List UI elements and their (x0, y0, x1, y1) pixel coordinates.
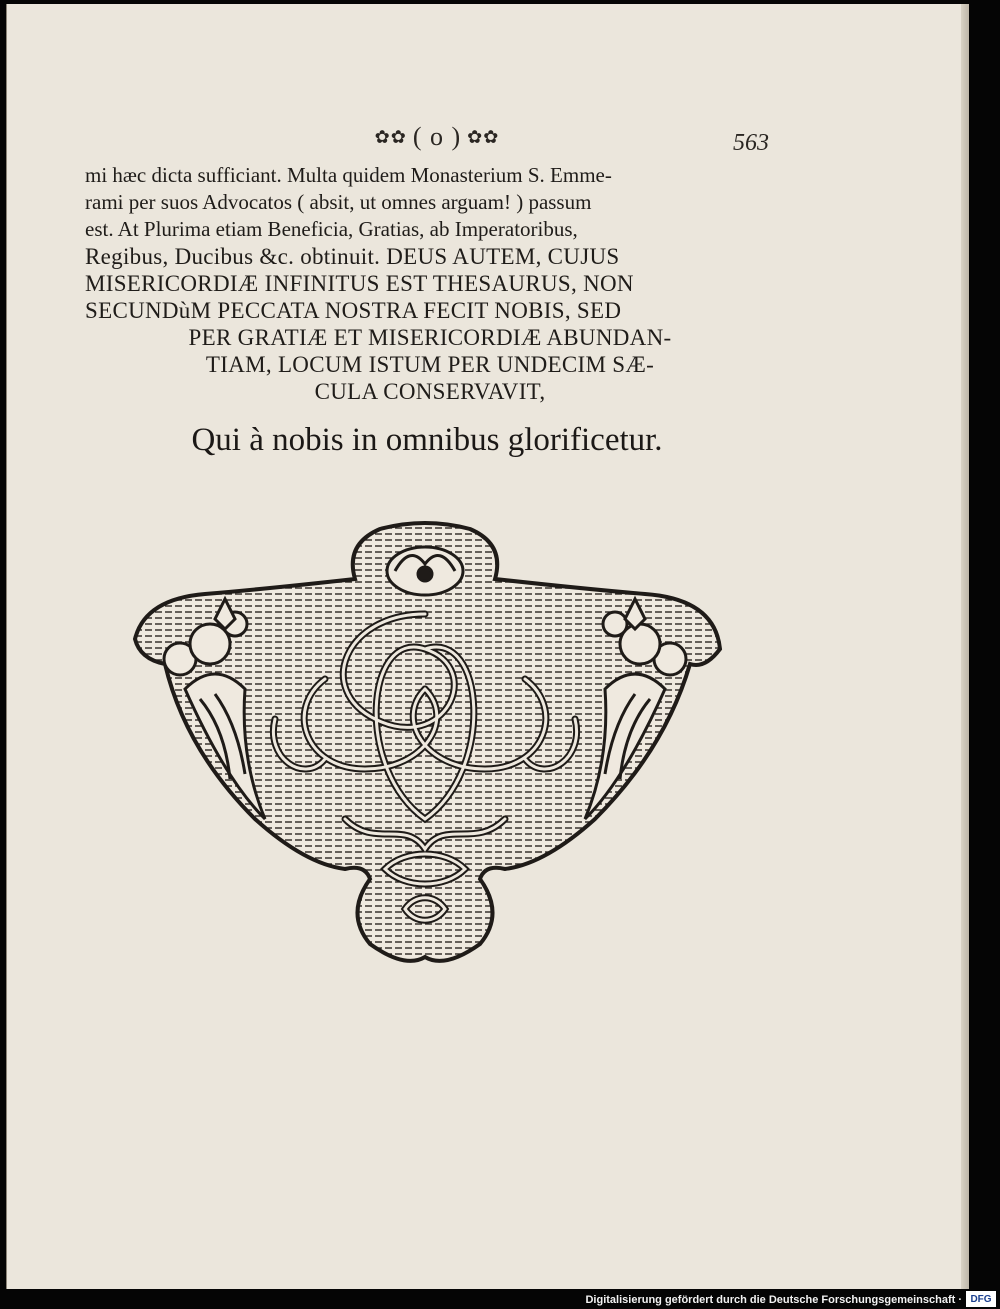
text-line: PER GRATIÆ ET MISERICORDIÆ ABUNDAN- (188, 325, 672, 350)
header-ornament (317, 122, 557, 152)
text-line: MISERICORDIÆ INFINITUS EST THESAURUS, NON (85, 271, 634, 296)
header-mark: ( o ) (412, 122, 462, 151)
text-line: CULA CONSERVAVIT, (314, 379, 546, 404)
body-text (85, 162, 775, 405)
book-page (6, 4, 969, 1289)
footer-credit: Digitalisierung gefördert durch die Deutsche Forschungsgemeinschaft · (585, 1294, 962, 1306)
text-line: rami per suos Advocatos ( absit, ut omnes arguam! ) passum (85, 190, 592, 214)
dfg-logo: DFG (966, 1291, 996, 1307)
flower-ornament-left-icon: ✿✿ (374, 126, 407, 148)
page-number: 563 (733, 130, 769, 156)
page-edge (961, 4, 969, 1289)
woodcut-knotwork-cornucopia-icon (125, 519, 725, 969)
text-line: mi hæc dicta sufficiant. Multa quidem Monasterium S. Emme- (85, 163, 612, 187)
closing-line: Qui à nobis in omnibus glorificetur. (191, 422, 663, 458)
text-line: Regibus, Ducibus &c. obtinuit. DEUS AUTEM, CUJUS (85, 244, 620, 269)
text-line: TIAM, LOCUM ISTUM PER UNDECIM SÆ- (205, 352, 655, 377)
text-line: est. At Plurima etiam Beneficia, Gratias, ab Imperatoribus, (85, 217, 578, 241)
text-line: SECUNDùM PECCATA NOSTRA FECIT NOBIS, SED (85, 298, 622, 323)
flower-ornament-right-icon: ✿✿ (467, 126, 500, 148)
